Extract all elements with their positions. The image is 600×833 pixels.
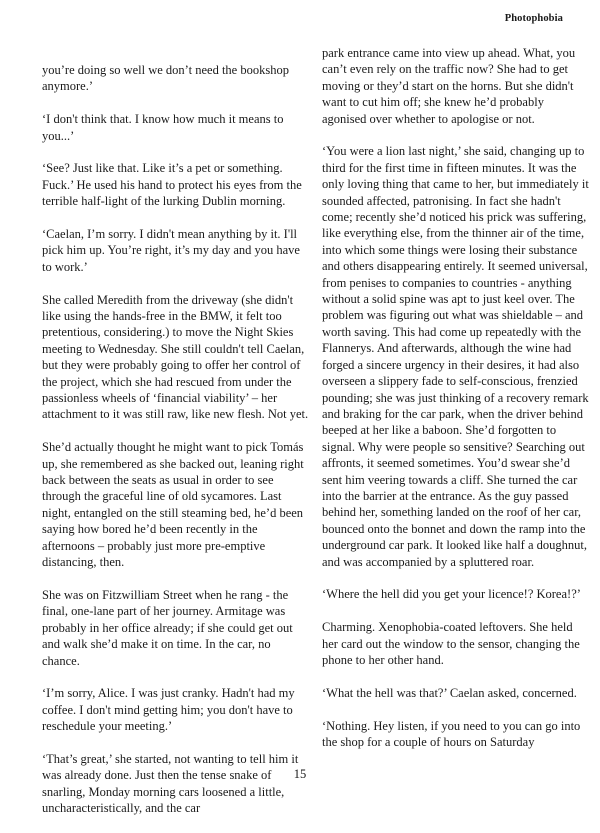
paragraph: ‘That’s great,’ she started, not wanting to tell him it was already done. Just then the tense snake of snarling, Monday morning cars loosened a little, uncharacteristically, and the car bbox=[42, 751, 299, 816]
left-text-column bbox=[42, 62, 310, 833]
paragraph: ‘Nothing. Hey listen, if you need to you can go into the shop for a couple of hours on Saturday bbox=[322, 718, 581, 749]
paragraph: ‘What the hell was that?’ Caelan asked, concerned. bbox=[322, 685, 577, 700]
paragraph: She’d actually thought he might want to pick Tomás up, she remembered as she backed out, leaning right back between the seats as usual in order to see through the graceful line of old sycamores. Last night, entangled on the still steaming bed, he’d been saying how bored he’d been recently in the afternoons – probably just more pre-emptive distancing, then. bbox=[42, 440, 304, 570]
page-number: 15 bbox=[293, 767, 307, 781]
paragraph: you’re doing so well we don’t need the bookshop anymore.’ bbox=[42, 63, 289, 94]
paragraph: ‘You were a lion last night,’ she said, changing up to third for the first time in fifteen minutes. It was the only loving thing that came to her, but immediately it sounded affected, patronising. In fact she hadn't come; recently she’d noticed his prick was suffering, like everything else, from the thinner air of the time, into which some things were losing their substance and others disappearing entirely. It seemed universal, from penises to companies to countries - anything without a solid spine was apt to just keel over. The problem was figuring out what was shieldable – and worth saving. This had come up repeatedly with the Flannerys. And afterwards, although the wine had forged a sincere urgency in their desires, it had also overseen a slippery fade to self-conscious, frenzied pounding; she was just thinking of a recovery remark and braking for the car park, when the driver behind beeped at her like a baboon. She’d forgotten to signal. Why were people so sensitive? Searching out affronts, it seemed sometimes. You’d swear she’d sent him veering towards a cliff. She turned the car into the barrier at the entrance. As the guy passed behind her, something landed on the roof of her car, bounced onto the bonnet and down the ramp into the underground car park. It looked like half a doughnut, and was accompanied by a spluttered roar. bbox=[322, 144, 589, 569]
paragraph: ‘Caelan, I’m sorry. I didn't mean anything by it. I'll pick him up. You’re right, it’s my day and you have to work.’ bbox=[42, 227, 300, 274]
paragraph: Charming. Xenophobia-coated leftovers. She held her card out the window to the sensor, changing the phone to her other hand. bbox=[322, 620, 580, 667]
paragraph: park entrance came into view up ahead. What, you can’t even rely on the traffic now? She had to get moving or they’d start on the horns. But she didn't want to cut him off; she knew he’d probably agonised over whether to apologise or not. bbox=[322, 46, 576, 126]
running-header-title: Photophobia bbox=[504, 13, 563, 24]
paragraph: ‘See? Just like that. Like it’s a pet or something. Fuck.’ He used his hand to protect his eyes from the terrible half-light of the lurking Dublin morning. bbox=[42, 161, 302, 209]
right-text-column bbox=[322, 45, 590, 767]
paragraph: ‘Where the hell did you get your licence!? Korea!?’ bbox=[322, 587, 581, 602]
paragraph: She was on Fitzwilliam Street when he rang - the final, one-lane part of her journey. Armitage was probably in her office already; if she could get out and walk she’d make it on time. In the car, no chance. bbox=[42, 587, 293, 668]
paragraph: She called Meredith from the driveway (she didn't like using the hands-free in the BMW, it felt too pretentious, considering.) to move the Night Skies meeting to Wednesday. She still couldn't tell Caelan, but they were probably going to offer her control of the project, which she had rescued from under the passionless wheels of ‘financial viability’ – her attachment to it was still raw, like new flesh. Not yet. bbox=[42, 292, 309, 422]
paragraph: ‘I don't think that. I know how much it means to you...’ bbox=[42, 112, 284, 143]
paragraph: ‘I’m sorry, Alice. I was just cranky. Hadn't had my coffee. I don't mind getting him; you don't have to reschedule your meeting.’ bbox=[42, 686, 295, 734]
